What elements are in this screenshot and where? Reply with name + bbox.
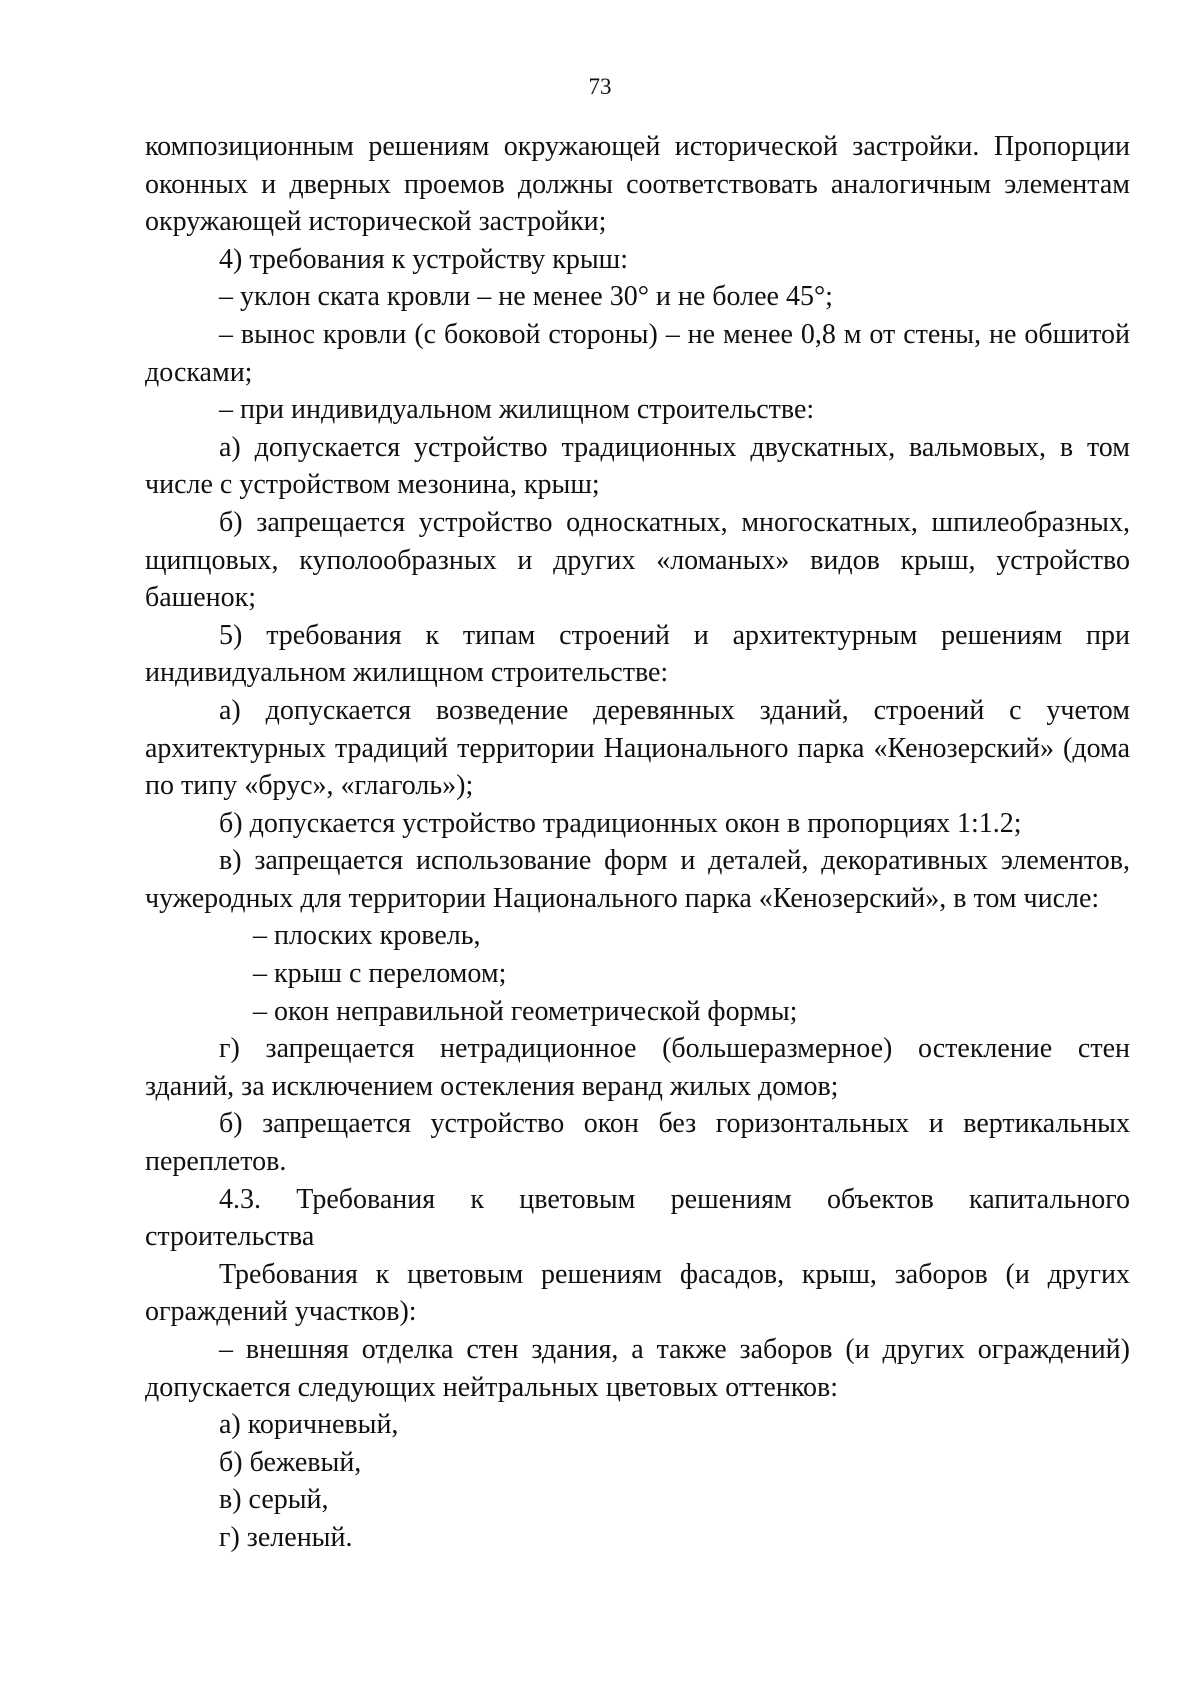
list-item-brown: а) коричневый, [219,1409,399,1441]
list-item-gray: в) серый, [219,1484,329,1516]
paragraph-continuation: композиционным решениям окружающей исторической застройки. Пропорции оконных и дверных проемов должны соответствовать аналогичным элементам окружающей исторической застройки; [145,131,1130,238]
list-item-irregular-windows: – окон неправильной геометрической формы; [253,995,798,1027]
list-item-green: г) зеленый. [219,1521,353,1553]
paragraph-individual-housing: – при индивидуальном жилищном строительстве: [219,394,815,426]
paragraph-roof-requirements: 4) требования к устройству крыш: [219,243,628,275]
list-item-beige: б) бежевый, [219,1446,362,1478]
list-item-broken-roofs: – крыш с переломом; [253,958,507,990]
paragraph-allowed-roofs: а) допускается устройство традиционных двускатных, вальмовых, в том числе с устройством мезонина, крыш; [145,431,1130,501]
paragraph-forbidden-roofs: б) запрещается устройство односкатных, многоскатных, шпилеобразных, щипцовых, куполообразных и других «ломаных» видов крыш, устройство башенок; [145,506,1130,614]
page-number: 73 [588,74,612,99]
paragraph-window-proportions: б) допускается устройство традиционных окон в пропорциях 1:1.2; [219,807,1022,839]
paragraph-color-requirements: Требования к цветовым решениям фасадов, крыш, заборов (и других ограждений участков): [145,1258,1130,1328]
paragraph-building-types: 5) требования к типам строений и архитектурным решениям при индивидуальном жилищном строительстве: [145,619,1130,689]
paragraph-forbidden-forms: в) запрещается использование форм и деталей, декоративных элементов, чужеродных для территории Национального парка «Кенозерский», в том числе: [145,845,1130,914]
section-heading-color: 4.3. Требования к цветовым решениям объектов капитального строительства [145,1183,1130,1253]
paragraph-wooden-buildings: а) допускается возведение деревянных зданий, строений с учетом архитектурных традиций территории Национального парка «Кенозерский» (дома по типу «брус», «глаголь»); [145,694,1130,802]
paragraph-roof-overhang: – вынос кровли (с боковой стороны) – не менее 0,8 м от стены, не обшитой досками; [145,318,1130,388]
paragraph-glazing: г) запрещается нетрадиционное (большеразмерное) остекление стен зданий, за исключением остекления веранд жилых домов; [145,1033,1130,1102]
document-body [145,128,1130,1557]
paragraph-window-frames: б) запрещается устройство окон без горизонтальных и вертикальных переплетов. [145,1108,1130,1178]
paragraph-wall-finish: – внешняя отделка стен здания, а также заборов (и других ограждений) допускается следующих нейтральных цветовых оттенков: [145,1334,1130,1403]
list-item-flat-roofs: – плоских кровель, [253,920,481,952]
paragraph-roof-slope: – уклон ската кровли – не менее 30° и не более 45°; [219,281,833,313]
